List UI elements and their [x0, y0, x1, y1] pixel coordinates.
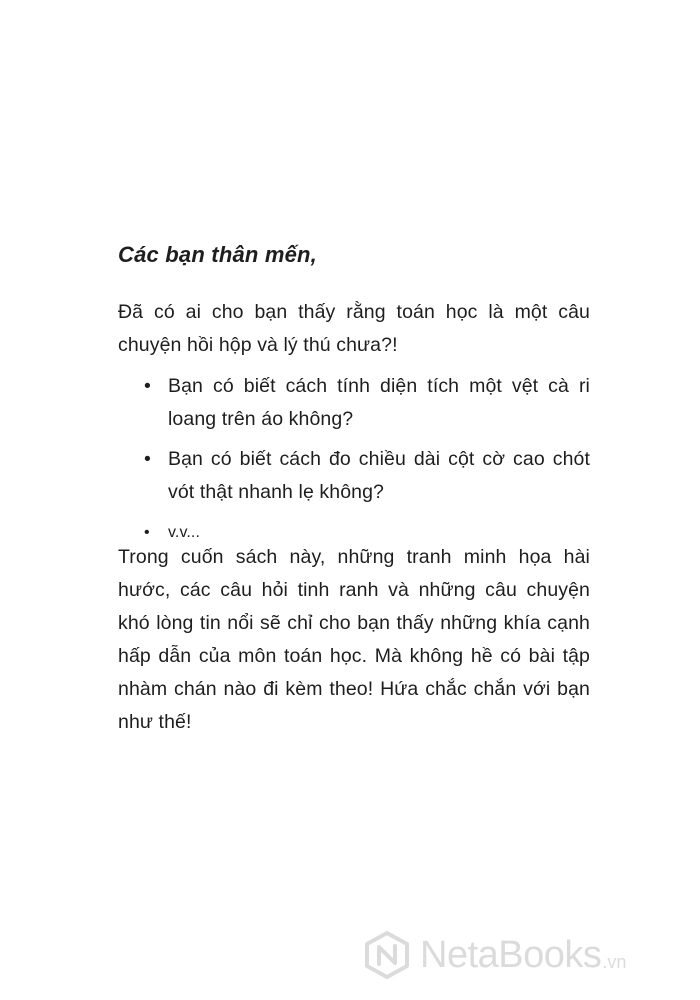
list-item: [118, 370, 590, 436]
greeting-heading: Các bạn thân mến,: [118, 242, 317, 267]
bullet-icon: •: [144, 524, 150, 541]
intro-paragraph: Đã có ai cho bạn thấy rằng toán học là một câu chuyện hồi hộp và lý thú chưa?!: [118, 301, 590, 356]
list-item: [118, 443, 590, 509]
watermark-brand-text: NetaBooks: [420, 933, 602, 976]
list-item-text: Bạn có biết cách đo chiều dài cột cờ cao chót vót thật nhanh lẹ không?: [168, 448, 590, 503]
bullet-icon: •: [144, 448, 151, 470]
hexagon-n-logo-icon: [362, 930, 412, 980]
question-list: [118, 370, 590, 556]
list-item-text: v.v...: [168, 524, 201, 541]
watermark-domain-suffix: .vn: [602, 952, 627, 972]
body-paragraph: Trong cuốn sách này, những tranh minh họa hài hước, các câu hỏi tinh ranh và những câu chuyện khó lòng tin nổi sẽ chỉ cho bạn thấy những khía cạnh hấp dẫn của môn toán học. Mà không hề có bài tập nhàm chán nào đi kèm theo! Hứa chắc chắn với bạn như thế!: [118, 546, 590, 733]
list-item-text: Bạn có biết cách tính diện tích một vệt cà ri loang trên áo không?: [168, 375, 590, 430]
bullet-icon: •: [144, 375, 151, 397]
netabooks-watermark: [362, 925, 626, 985]
